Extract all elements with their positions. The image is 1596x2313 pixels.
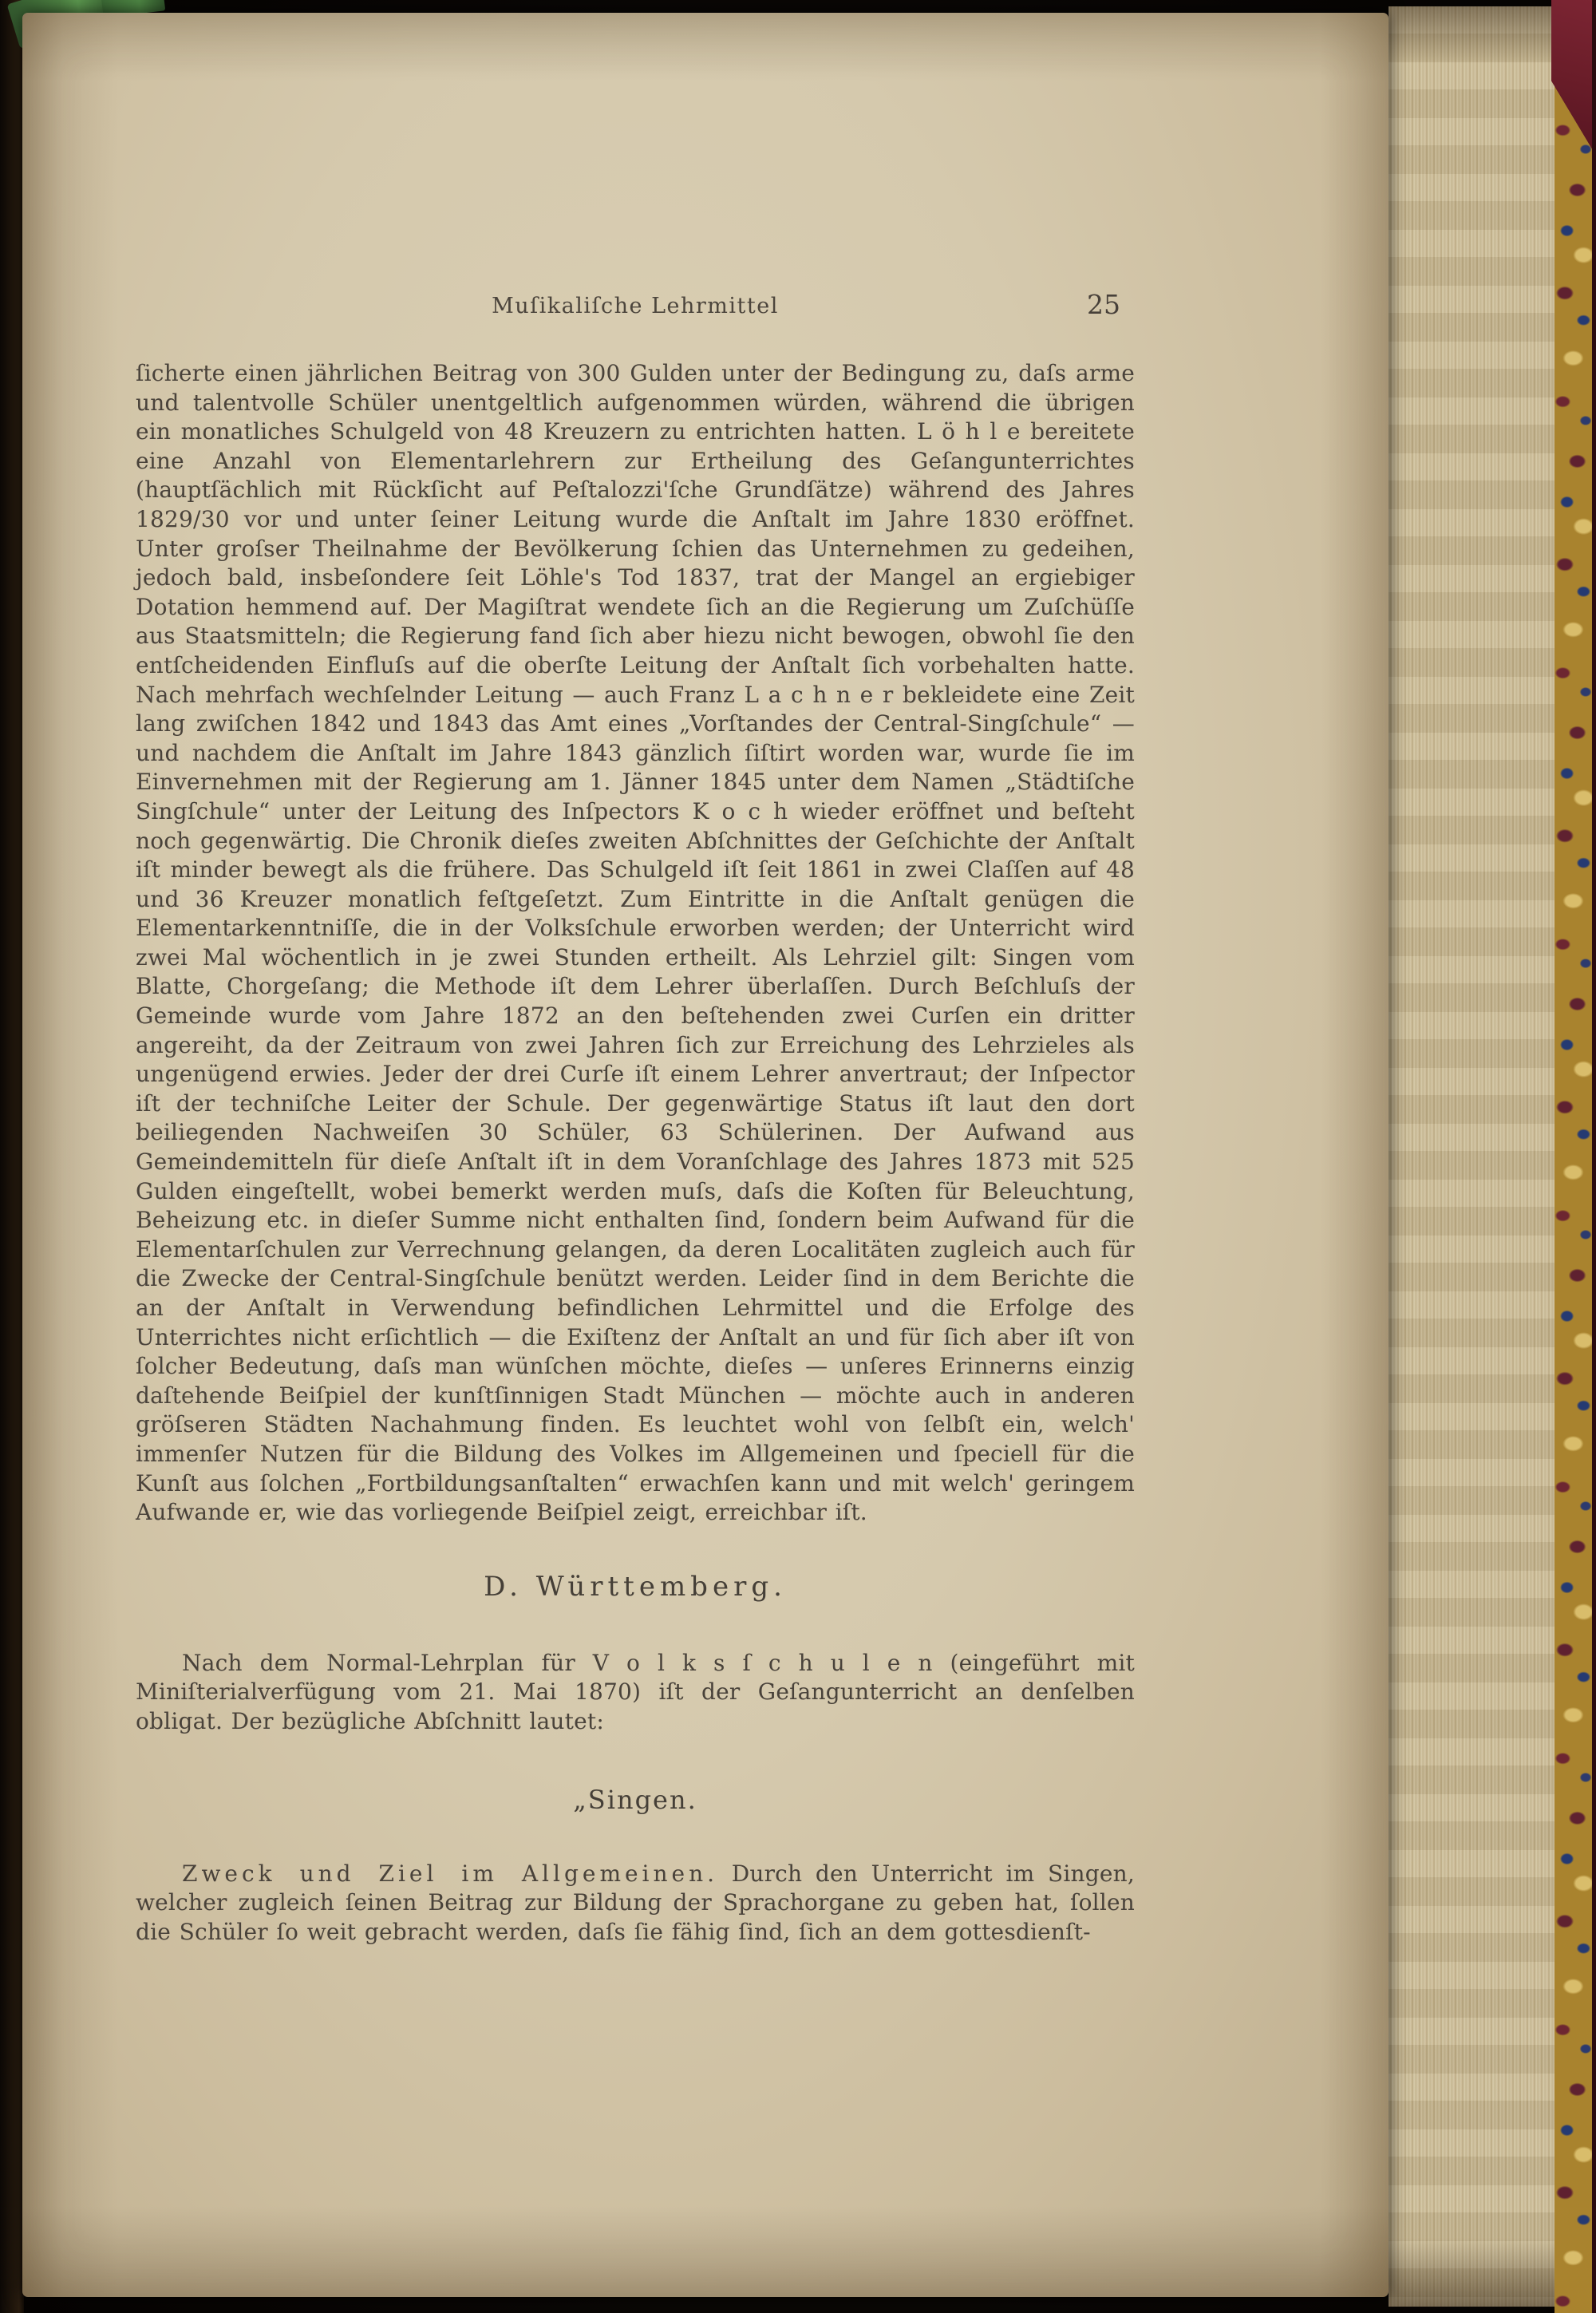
page-number: 25 xyxy=(1087,289,1120,320)
marbled-cover-strip xyxy=(1555,0,1596,2313)
subsection-paragraph-rest: Durch den Unterricht im Singen, welcher zugleich ſeinen Beitrag zur Bildung der Sprachorgane zu geben hat, ſollen die Schüler ſo weit gebracht werden, daſs ſie fähig ſind, ſich an dem gottesdienſt- xyxy=(136,1860,1135,1945)
body-paragraph: ſicherte einen jährlichen Beitrag von 300 Gulden unter der Bedingung zu, daſs arme und talentvolle Schüler unentgeltlich aufgenommen würden, während die übrigen ein monatliches Schulgeld von 48 Kreuzern zu entrichten hatten. L ö h l e bereitete eine Anzahl von Elementarlehrern zur Ertheilung des Geſangunterrichtes (hauptſächlich mit Rückſicht auf Peſtalozzi'ſche Grundſätze) während des Jahres 1829/30 vor und unter ſeiner Leitung wurde die Anſtalt im Jahre 1830 eröffnet. Unter groſser Theilnahme der Bevölkerung ſchien das Unternehmen zu gedeihen, jedoch bald, insbeſondere ſeit Löhle's Tod 1837, trat der Mangel an ergiebiger Dotation hemmend auf. Der Magiſtrat wendete ſich an die Regierung um Zuſchüſſe aus Staatsmitteln; die Regierung fand ſich aber hiezu nicht bewogen, obwohl ſie den entſcheidenden Einfluſs auf die oberſte Leitung der Anſtalt ſich vorbehalten hatte. Nach mehrfach wechſelnder Leitung — auch Franz L a c h n e r bekleidete eine Zeit lang zwiſchen 1842 und 1843 das Amt eines „Vorſtandes der Central-Singſchule“ — und nachdem die Anſtalt im Jahre 1843 gänzlich ſiſtirt worden war, wurde ſie im Einvernehmen mit der Regierung am 1. Jänner 1845 unter dem Namen „Städtiſche Singſchule“ unter der Leitung des Inſpectors K o c h wieder eröffnet und beſteht noch gegenwärtig. Die Chronik dieſes zweiten Abſchnittes der Geſchichte der Anſtalt iſt minder bewegt als die frühere. Das Schulgeld iſt ſeit 1861 in zwei Claſſen auf 48 und 36 Kreuzer monatlich feſtgeſetzt. Zum Eintritte in die Anſtalt genügen die Elementarkenntniſſe, die in der Volksſchule erworben werden; der Unterricht wird zwei Mal wöchentlich in je zwei Stunden ertheilt. Als Lehrziel gilt: Singen vom Blatte, Chorgeſang; die Methode iſt dem Lehrer überlaſſen. Durch Beſchluſs der Gemeinde wurde vom Jahre 1872 an den beſtehenden zwei Curſen ein dritter angereiht, da der Zeitraum von zwei Jahren ſich zur Erreichung des Lehrzieles als ungenügend erwies. Jeder der drei Curſe iſt einem Lehrer anvertraut; der Inſpector iſt der techniſche Leiter der Schule. Der gegenwärtige Status iſt laut den dort beiliegenden Nachweiſen 30 Schüler, 63 Schülerinen. Der Aufwand aus Gemeindemitteln für dieſe Anſtalt iſt in dem Voranſchlage des Jahres 1873 mit 525 Gulden eingeſtellt, wobei bemerkt werden muſs, daſs die Koſten für Beleuchtung, Beheizung etc. in dieſer Summe nicht enthalten ſind, ſondern beim Aufwand für die Elementarſchulen zur Verrechnung gelangen, da deren Localitäten zugleich auch für die Zwecke der Central-Singſchule benützt werden. Leider ſind in dem Berichte die an der Anſtalt in Verwendung befindlichen Lehrmittel und die Erfolge des Unterrichtes nicht erſichtlich — die Exiſtenz der Anſtalt an und für ſich aber iſt von ſolcher Bedeutung, daſs man wünſchen möchte, dieſes — unſeres Erinnerns einzig daſtehende Beiſpiel der kunſtſinnigen Stadt München — möchte auch in anderen gröſseren Städten Nachahmung finden. Es leuchtet wohl von ſelbſt ein, welch' immenſer Nutzen für die Bildung des Volkes im Allgemeinen und ſpeciell für die Kunſt aus ſolchen „Fortbildungsanſtalten“ erwachſen kann und mit welch' geringem Aufwande er, wie das vorliegende Beiſpiel zeigt, erreichbar iſt. xyxy=(136,360,1135,1526)
running-header: Muſikaliſche Lehrmittel xyxy=(492,294,779,318)
subsection-paragraph xyxy=(136,1860,1135,1947)
book-spine-left xyxy=(0,0,24,2313)
section-heading-wurttemberg: D. Württemberg. xyxy=(484,1570,787,1603)
section-intro-paragraph: Nach dem Normal-Lehrplan für V o l k s ſ c h u l e n (eingeführt mit Miniſterialverfügung vom 21. Mai 1870) iſt der Geſangunterricht an denſelben obligat. Der bezügliche Abſchnitt lautet: xyxy=(136,1649,1135,1734)
book-page xyxy=(22,13,1389,2297)
running-header-row xyxy=(136,289,1135,326)
fore-edge-page-stack xyxy=(1389,6,1558,2307)
subsection-heading-singen: „Singen. xyxy=(573,1784,697,1815)
subsection-paragraph-lead: Zweck und Ziel im Allgemeinen. xyxy=(182,1860,719,1887)
book-edge-shadow xyxy=(1592,0,1596,2313)
text-column xyxy=(136,13,1135,1947)
